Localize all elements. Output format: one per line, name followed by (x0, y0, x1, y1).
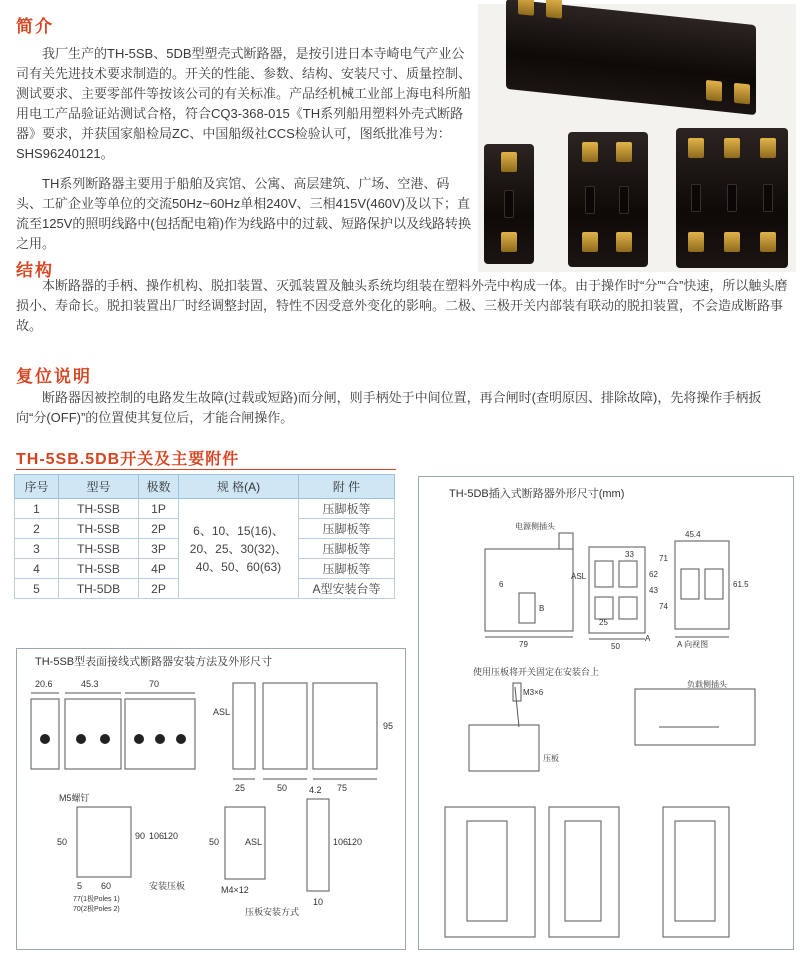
drawing-5sb (17, 649, 405, 949)
table-row (15, 499, 395, 519)
dim: 43 (649, 586, 658, 595)
cell-poles: 2P (139, 579, 179, 599)
cell-poles: 1P (139, 499, 179, 519)
dim: 50 (209, 837, 220, 847)
cell-model: TH-5SB (59, 559, 139, 579)
dim: 71 (659, 554, 668, 563)
cell-accessory: 压脚板等 (299, 559, 395, 579)
dim: 95 (383, 721, 394, 731)
cell-accessory: 压脚板等 (299, 499, 395, 519)
cell-model: TH-5DB (59, 579, 139, 599)
cell-poles: 3P (139, 539, 179, 559)
dim: 120 (163, 831, 179, 841)
intro-paragraph-2: TH系列断路器主要用于船舶及宾馆、公寓、高层建筑、广场、空港、码头、工矿企业等单位的交流50Hz~60Hz单相240V、三相415V(460V)及以下；直流至125V的照明线路中(包括配电箱)作为线路中的过载、短路保护以及线路转换之用。 (16, 176, 472, 251)
cell-poles: 4P (139, 559, 179, 579)
reset-paragraph: 断路器因被控制的电路发生故障(过载或短路)而分闸，则手柄处于中间位置，再合闸时(查明原因、排除故障)，先将操作手柄扳向“分(OFF)”的位置使其复位后，才能合闸操作。 (16, 390, 762, 425)
header-accessory: 附 件 (299, 475, 395, 499)
dim: 90 (135, 831, 146, 841)
dim: 25 (235, 783, 246, 793)
dim: 74 (659, 602, 668, 611)
header-model: 型号 (59, 475, 139, 499)
drawing-5sb-title: TH-5SB型表面接线式断路器安装方法及外形尺寸 (35, 656, 273, 668)
breaker-3p-image (676, 128, 788, 268)
title-underline (16, 469, 396, 470)
cell-no: 3 (15, 539, 59, 559)
dim: 62 (649, 570, 658, 579)
dim: 79 (519, 640, 528, 649)
cell-accessory: 压脚板等 (299, 519, 395, 539)
dim: 60 (101, 881, 112, 891)
dim: 45.3 (81, 679, 99, 689)
product-photo (478, 4, 796, 272)
dim: B (539, 604, 545, 613)
cell-accessory: 压脚板等 (299, 539, 395, 559)
accessory-table (14, 474, 395, 599)
dim: 50 (57, 837, 68, 847)
structure-paragraph: 本断路器的手柄、操作机构、脱扣装置、灭弧装置及触头系统均组装在塑料外壳中构成一体。由于操作时“分”“合”快速，所以触头磨损小、寿命长。脱扣装置出厂时经调整封固，特性不因受意外变化的影响。二极、三极开关内部装有联动的脱扣装置，不会造成断路事故。 (16, 278, 788, 333)
dim: 10 (313, 897, 324, 907)
drawing-5db-title: TH-5DB插入式断路器外形尺寸(mm) (449, 488, 625, 500)
cell-spec (179, 499, 299, 599)
intro-paragraph-1: 我厂生产的TH-5SB、5DB型塑壳式断路器，是按引进日本寺崎电气产业公司有关先进技术要求制造的。开关的性能、参数、结构、安装尺寸、质量控制、测试要求、主要零部件等按该公司的有关标准。产品经机械工业部上海电科所船用电工产品验证站测试合格，符合CQ3-368-015《TH系列船用塑料外壳式断路器》要求，并获国家船检局ZC、中国船级社CCS检验认可，图纸批准号为：SHS96240121。 (16, 46, 472, 161)
drawing-5db-panel (418, 476, 794, 950)
drawing-5db (419, 477, 793, 949)
dim: 33 (625, 550, 634, 559)
label-asl: ASL (571, 572, 587, 581)
dim: 20.6 (35, 679, 53, 689)
header-no: 序号 (15, 475, 59, 499)
table-section-title: TH-5SB.5DB开关及主要附件 (16, 451, 240, 468)
dim: 70 (149, 679, 160, 689)
cell-model: TH-5SB (59, 539, 139, 559)
dim: 25 (599, 618, 608, 627)
dim: 6 (499, 580, 504, 589)
spec-line: 40、50、60(63) (195, 559, 282, 574)
label-power-side: 电源侧插头 (515, 522, 555, 531)
cell-model: TH-5SB (59, 519, 139, 539)
cell-no: 1 (15, 499, 59, 519)
dim: 106 (149, 831, 165, 841)
dim: 120 (347, 837, 363, 847)
reset-title: 复位说明 (16, 367, 92, 386)
dim: 5 (77, 881, 83, 891)
drawing-5sb-panel (16, 648, 406, 950)
header-poles: 极数 (139, 475, 179, 499)
label-method: 压板安装方式 (245, 907, 300, 917)
label-asl: ASL (213, 707, 231, 717)
cell-accessory: A型安装台等 (299, 579, 395, 599)
dim: 61.5 (733, 580, 749, 589)
dim: 45.4 (685, 530, 701, 539)
cell-no: 5 (15, 579, 59, 599)
dim: 4.2 (309, 785, 322, 795)
spec-line: 20、25、30(32)、 (189, 541, 288, 556)
breaker-2p-image (568, 132, 648, 267)
label-fix: 使用压板将开关固定在安装台上 (473, 667, 600, 677)
label-m5: M5螺钉 (59, 793, 90, 803)
dim: 50 (277, 783, 288, 793)
label-asl-plate: ASL (245, 837, 263, 847)
dim: 50 (611, 642, 620, 651)
label-plate: 安装压板 (149, 881, 186, 891)
label-plate: 压板 (543, 754, 559, 763)
dim: 106 (333, 837, 349, 847)
cell-poles: 2P (139, 519, 179, 539)
cell-no: 4 (15, 559, 59, 579)
label-a: A (645, 634, 651, 643)
header-spec: 规 格(A) (179, 475, 299, 499)
cell-no: 2 (15, 519, 59, 539)
intro-title: 简介 (16, 17, 54, 36)
label-77: 77(1极Poles 1) (73, 896, 120, 903)
dim: 75 (337, 783, 348, 793)
breaker-plugin-image (506, 0, 756, 115)
label-load-side: 负载侧插头 (687, 680, 727, 689)
label-a-view: A 向视图 (677, 640, 709, 649)
breaker-1p-image (484, 144, 534, 264)
cell-model: TH-5SB (59, 499, 139, 519)
label-m4: M4×12 (221, 885, 249, 895)
label-70: 70(2极Poles 2) (73, 906, 120, 913)
spec-line: 6、10、15(16)、 (193, 523, 284, 538)
label-m3: M3×6 (523, 688, 544, 697)
structure-title: 结构 (16, 261, 54, 280)
